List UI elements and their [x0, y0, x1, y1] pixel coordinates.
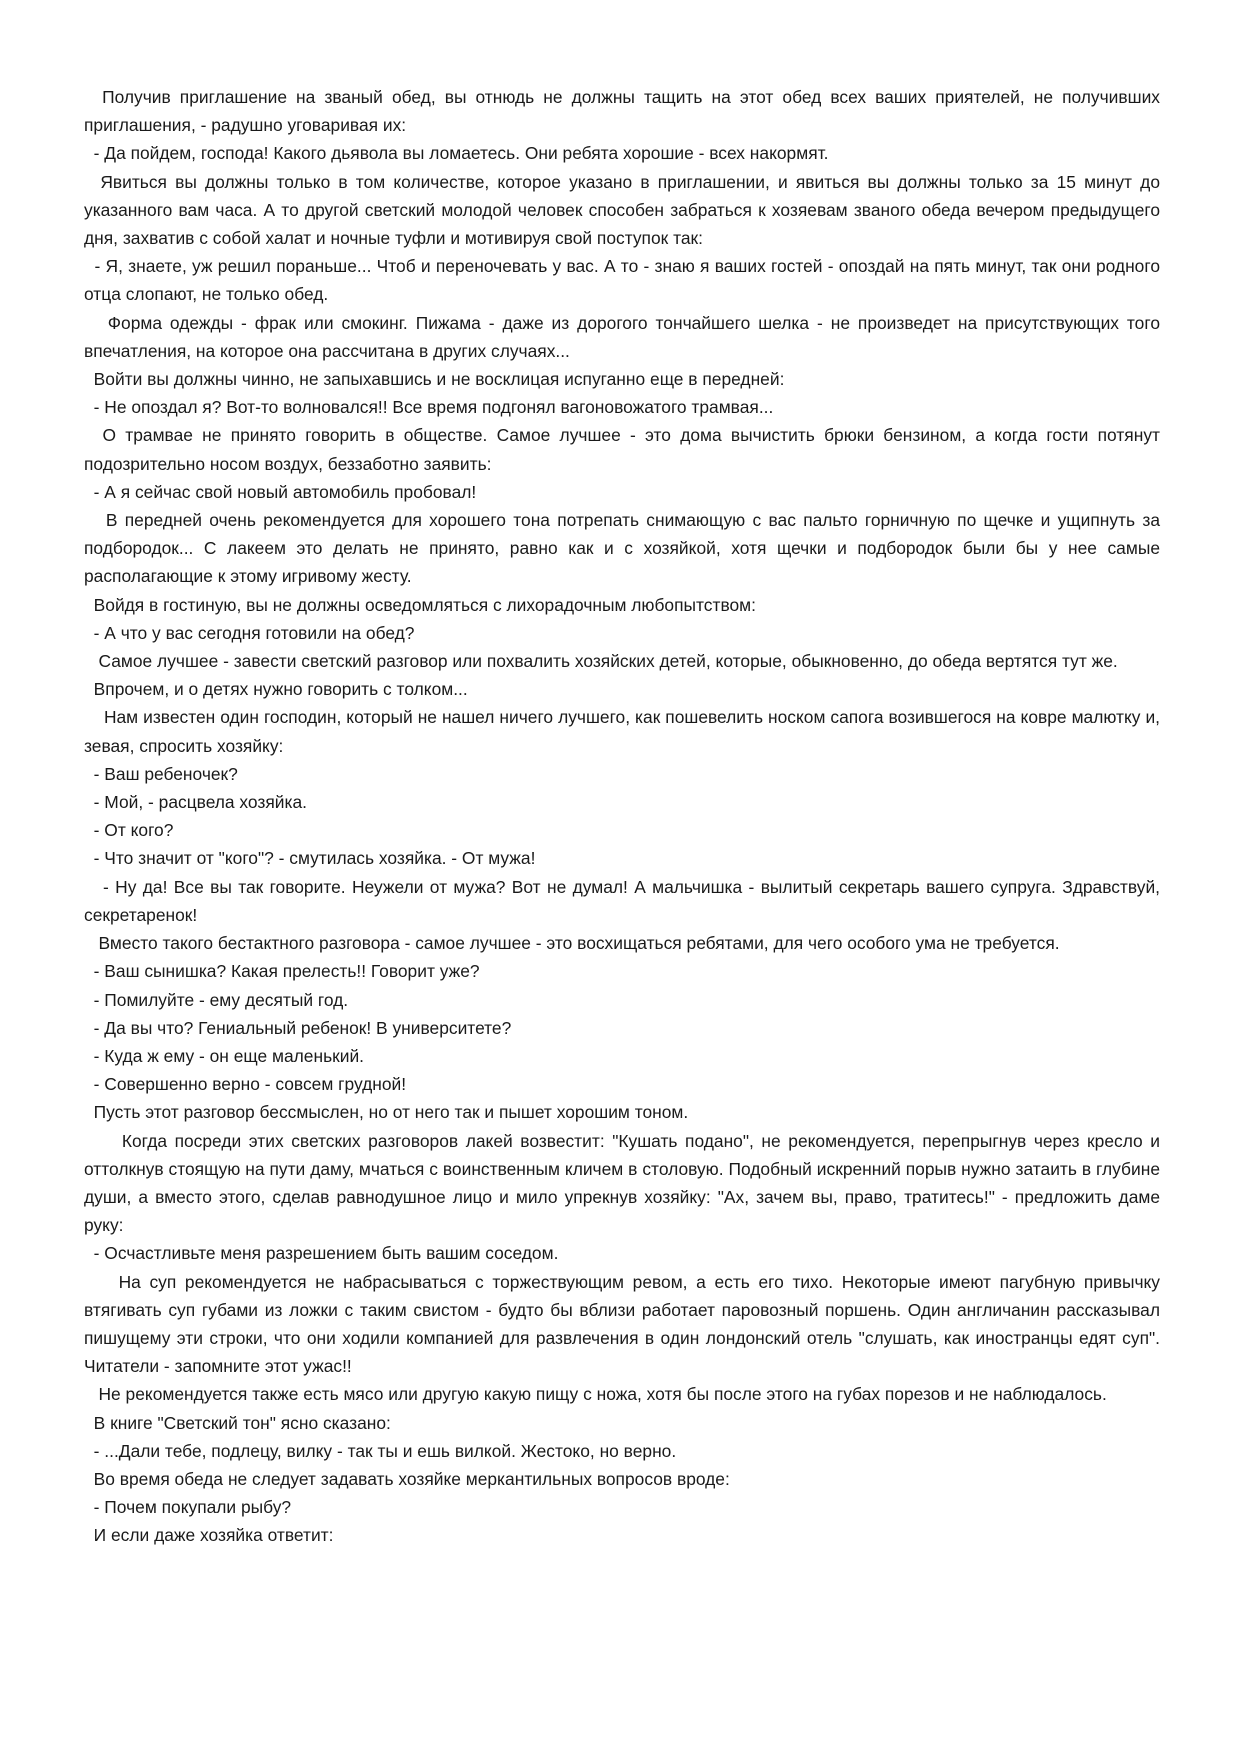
- paragraph-21: Вместо такого бестактного разговора - самое лучшее - это восхищаться ребятами, для чего особого ума не требуется.: [84, 933, 1060, 954]
- paragraph-6: Войти вы должны чинно, не запыхавшись и не восклицая испуганно еще в передней:: [84, 369, 785, 390]
- paragraph-17: - Мой, - расцвела хозяйка.: [84, 792, 308, 813]
- document-page: [84, 83, 1165, 1723]
- paragraph-18: - От кого?: [84, 820, 174, 841]
- paragraph-10: В передней очень рекомендуется для хорошего тона потрепать снимающую с вас пальто горничную по щечке и ущипнуть за подбородок... С лакеем это делать не принято, равно как и с хозяйкой, хотя щечки и подбородок были бы у нее самые располагающие к этому игривому жесту.: [84, 510, 1165, 587]
- paragraph-35: - Почем покупали рыбу?: [84, 1497, 292, 1518]
- paragraph-3: Явиться вы должны только в том количестве, которое указано в приглашении, и явиться вы должны только за 15 минут до указанного вам часа. А то другой светский молодой человек способен забраться к хозяевам званого обеда вечером предыдущего дня, захватив с собой халат и ночные туфли и мотивируя свой поступок так:: [84, 171, 1165, 249]
- paragraph-22: - Ваш сынишка? Какая прелесть!! Говорит уже?: [84, 961, 480, 982]
- paragraph-15: Нам известен один господин, который не нашел ничего лучшего, как пошевелить носком сапога возившегося на ковре малютку и, зевая, спросить хозяйку:: [84, 707, 1165, 756]
- paragraph-9: - А я сейчас свой новый автомобиль пробовал!: [84, 481, 477, 502]
- paragraph-4: - Я, знаете, уж решил пораньше... Чтоб и переночевать у вас. А то - знаю я ваших гостей - опоздай на пять минут, так они родного отца слопают, не только обед.: [84, 256, 1165, 305]
- paragraph-1: Получив приглашение на званый обед, вы отнюдь не должны тащить на этот обед всех ваших приятелей, не получивших приглашения, - радушно уговаривая их:: [84, 87, 1165, 136]
- paragraph-12: - А что у вас сегодня готовили на обед?: [84, 622, 415, 643]
- paragraph-16: - Ваш ребеночек?: [84, 763, 238, 784]
- paragraph-13: Самое лучшее - завести светский разговор или похвалить хозяйских детей, которые, обыкновенно, до обеда вертятся тут же.: [84, 651, 1118, 672]
- paragraph-7: - Не опоздал я? Вот-то волновался!! Все время подгонял вагоновожатого трамвая...: [84, 397, 774, 418]
- paragraph-25: - Куда ж ему - он еще маленький.: [84, 1045, 365, 1066]
- paragraph-2: - Да пойдем, господа! Какого дьявола вы ломаетесь. Они ребята хорошие - всех накормят.: [84, 143, 829, 164]
- paragraph-28: Когда посреди этих светских разговоров лакей возвестит: "Кушать подано", не рекомендуется, перепрыгнув через кресло и оттолкнув стоящую на пути даму, мчаться с воинственным кличем в столовую. Подобный искренний порыв нужно затаить в глубине души, а вместо этого, сделав равнодушное лицо и мило упрекнув хозяйку: "Ах, зачем вы, право, тратитесь!" - предложить даме руку:: [84, 1130, 1165, 1236]
- paragraph-36: И если даже хозяйка ответит:: [84, 1525, 334, 1546]
- paragraph-29: - Осчастливьте меня разрешением быть вашим соседом.: [84, 1243, 559, 1264]
- paragraph-34: Во время обеда не следует задавать хозяйке меркантильных вопросов вроде:: [84, 1468, 730, 1489]
- paragraph-11: Войдя в гостиную, вы не должны осведомляться с лихорадочным любопытством:: [84, 594, 756, 615]
- paragraph-23: - Помилуйте - ему десятый год.: [84, 989, 349, 1010]
- paragraph-24: - Да вы что? Гениальный ребенок! В университете?: [84, 1017, 512, 1038]
- paragraph-26: - Совершенно верно - совсем грудной!: [84, 1074, 407, 1095]
- paragraph-14: Впрочем, и о детях нужно говорить с толком...: [84, 679, 468, 700]
- paragraph-5: Форма одежды - фрак или смокинг. Пижама - даже из дорогого тончайшего шелка - не произведет на присутствующих того впечатления, на которое она рассчитана в других случаях...: [84, 312, 1165, 361]
- paragraph-32: В книге "Светский тон" ясно сказано:: [84, 1412, 391, 1433]
- paragraph-19: - Что значит от "кого"? - смутилась хозяйка. - От мужа!: [84, 848, 536, 869]
- paragraph-30: На суп рекомендуется не набрасываться с торжествующим ревом, а есть его тихо. Некоторые имеют пагубную привычку втягивать суп губами из ложки с таким свистом - будто бы вблизи работает паровозный поршень. Один англичанин рассказывал пишущему эти строки, что они ходили компанией для развлечения в один лондонский отель "слушать, как иностранцы едят суп". Читатели - запомните этот ужас!!: [84, 1271, 1165, 1377]
- paragraph-8: О трамвае не принято говорить в обществе. Самое лучшее - это дома вычистить брюки бензином, а когда гости потянут подозрительно носом воздух, беззаботно заявить:: [84, 425, 1165, 474]
- paragraph-20: - Ну да! Все вы так говорите. Неужели от мужа? Вот не думал! А мальчишка - вылитый секретарь вашего супруга. Здравствуй, секретаренок!: [84, 876, 1165, 925]
- paragraph-33: - ...Дали тебе, подлецу, вилку - так ты и ешь вилкой. Жестоко, но верно.: [84, 1440, 677, 1461]
- paragraph-31: Не рекомендуется также есть мясо или другую какую пищу с ножа, хотя бы после этого на губах порезов и не наблюдалось.: [84, 1384, 1107, 1405]
- paragraph-27: Пусть этот разговор бессмыслен, но от него так и пышет хорошим тоном.: [84, 1102, 689, 1123]
